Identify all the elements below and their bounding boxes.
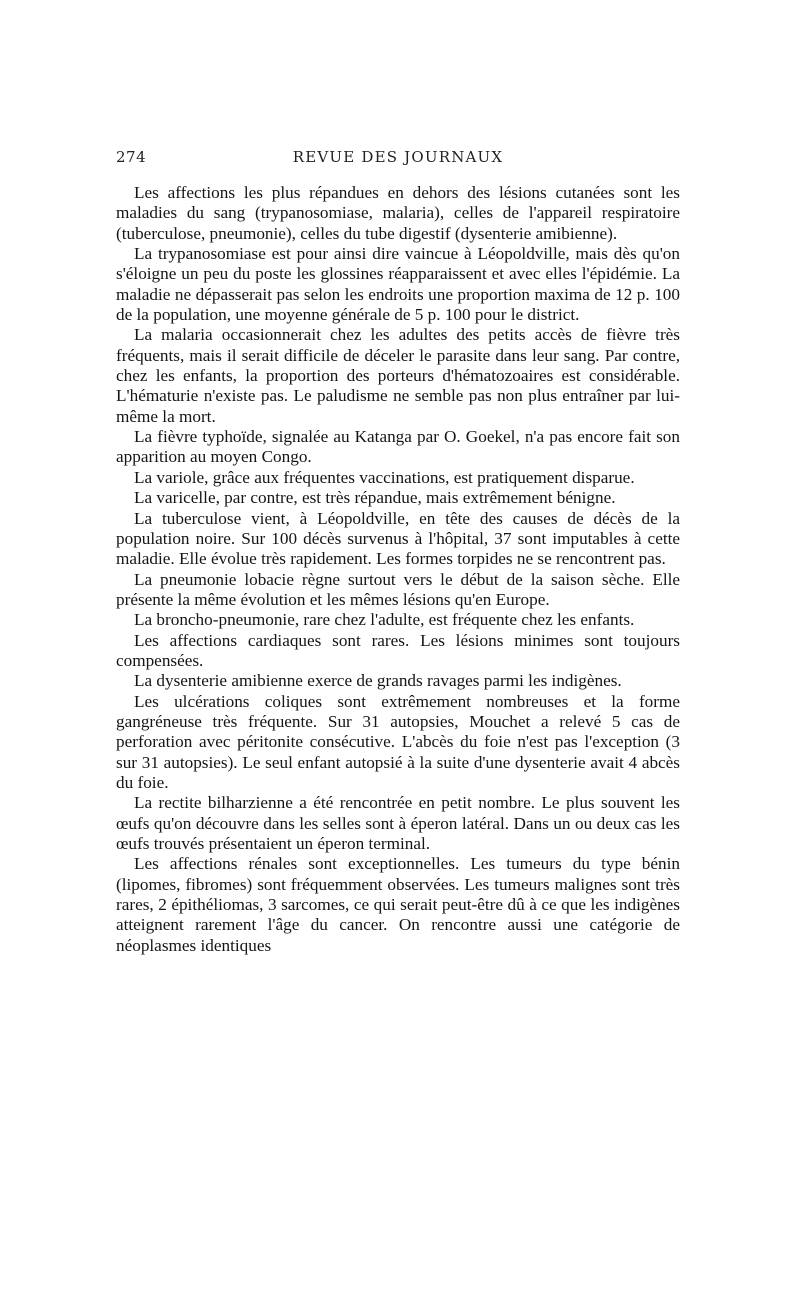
paragraph-ulcerations: Les ulcérations coliques sont extrêmement nombreuses et la forme gangréneuse très fréquente. Sur 31 autopsies, Mouchet a relevé 5 cas de perforation avec péritonite consécutive. L'abcès du foie n'est pas l'exception (3 sur 31 autopsies). Le seul enfant autopsié à la suite d'une dysenterie avait 4 abcès du foie. xyxy=(116,691,680,792)
paragraph-affections-cardiaques: Les affections cardiaques sont rares. Les lésions minimes sont toujours compensées. xyxy=(116,630,680,670)
paragraph-trypanosomiase: La trypanosomiase est pour ainsi dire vaincue à Léopoldville, mais dès qu'on s'éloigne un peu du poste les glossines réapparaissent et avec elles l'épidémie. La maladie ne dépasserait pas selon les endroits une proportion maxima de 12 p. 100 de la population, une moyenne générale de 5 p. 100 pour le district. xyxy=(116,244,680,325)
paragraph-malaria: La malaria occasionnerait chez les adultes des petits accès de fièvre très fréquents, mais il serait difficile de déceler le parasite dans leur sang. Par contre, chez les enfants, la proportion des porteurs d'hématozoaires est considérable. L'hématurie n'existe pas. Le paludisme ne semble pas non plus entraîner par lui-même la mort. xyxy=(116,325,680,426)
paragraph-variole: La variole, grâce aux fréquentes vaccinations, est pratiquement disparue. xyxy=(134,467,635,487)
running-title: REVUE DES JOURNAUX xyxy=(292,148,504,166)
paragraph-broncho-pneumonie: La broncho-pneumonie, rare chez l'adulte, est fréquente chez les enfants. xyxy=(134,610,635,630)
paragraph-tuberculose: La tuberculose vient, à Léopoldville, en tête des causes de décès de la population noire. Sur 100 décès survenus à l'hôpital, 37 sont imputables à cette maladie. Elle évolue très rapidement. Les formes torpides ne se rencontrent pas. xyxy=(116,508,680,569)
paragraph-pneumonie: La pneumonie lobacie règne surtout vers le début de la saison sèche. Elle présente la même évolution et les mêmes lésions qu'en Europe. xyxy=(116,569,680,609)
paragraph-dysenterie: La dysenterie amibienne exerce de grands ravages parmi les indigènes. xyxy=(134,671,622,691)
page-number: 274 xyxy=(116,148,147,166)
paragraph-varicelle: La varicelle, par contre, est très répandue, mais extrêmement bénigne. xyxy=(134,488,616,508)
paragraph-rectite: La rectite bilharzienne a été rencontrée en petit nombre. Le plus souvent les œufs qu'on découvre dans les selles sont à éperon latéral. Dans un ou deux cas les œufs trouvés présentaient un éperon terminal. xyxy=(116,793,680,853)
paragraph-affections-renales: Les affections rénales sont exceptionnelles. Les tumeurs du type bénin (lipomes, fibromes) sont fréquemment observées. Les tumeurs malignes sont très rares, 2 épithéliomas, 3 sarcomes, ce qui serait peut-être dû à ce que les indigènes atteignent rarement l'âge du cancer. On rencontre aussi une catégorie de néoplasmes identiques xyxy=(116,854,680,955)
paragraph-fievre-typhoide: La fièvre typhoïde, signalée au Katanga par O. Goekel, n'a pas encore fait son apparition au moyen Congo. xyxy=(116,427,680,467)
paragraph-affections: Les affections les plus répandues en dehors des lésions cutanées sont les maladies du sang (trypanosomiase, malaria), celles de l'appareil respiratoire (tuberculose, pneumonie), celles du tube digestif (dysenterie amibienne). xyxy=(116,183,680,243)
body-text xyxy=(116,183,680,956)
page-header xyxy=(116,148,680,172)
